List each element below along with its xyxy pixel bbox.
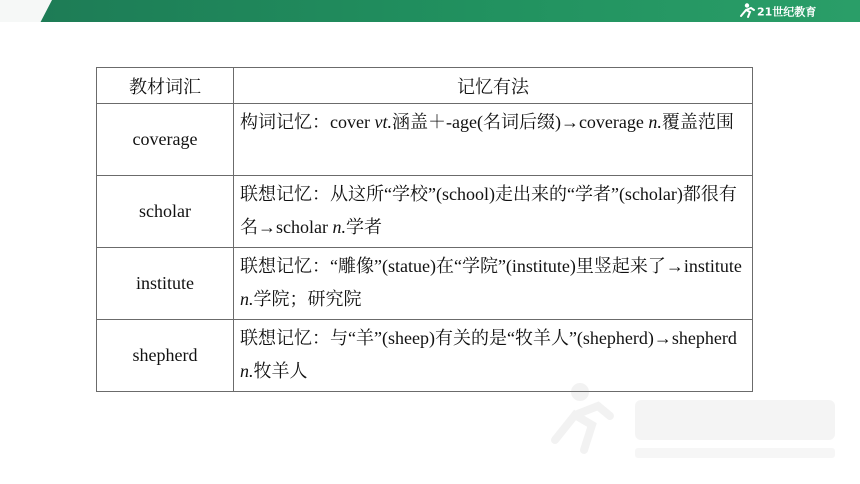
header-method: 记忆有法 [234,68,753,104]
word-cell: coverage [97,104,234,176]
table-header-row [97,68,753,104]
header-word: 教材词汇 [97,68,234,104]
word-cell: scholar [97,176,234,248]
method-cell [234,104,753,176]
definition-text: 学者 [345,217,382,237]
table-row [97,320,753,392]
part-of-speech: n. [332,217,346,237]
vocabulary-table [96,67,753,392]
table-row [97,248,753,320]
method-text: 联想记忆：从这所“学校”(school)走出来的“学者”(scholar)都很有名→scholar [240,184,737,237]
word-cell: shepherd [97,320,234,392]
part-of-speech: n. [648,112,662,132]
method-text: 涵盖＋-age(名词后缀)→coverage [391,112,649,132]
word-cell: institute [97,248,234,320]
part-of-speech: n. [240,361,254,381]
part-of-speech: vt. [374,112,392,132]
method-text: 构词记忆：cover [240,112,375,132]
method-cell [234,176,753,248]
logo-text: 21世纪教育 [757,5,817,19]
runner-logo-icon [738,2,822,20]
method-text: 联想记忆：与“羊”(sheep)有关的是“牧羊人”(shepherd)→shepherd [240,328,737,348]
brand-logo [738,2,822,20]
definition-text: 牧羊人 [253,361,308,381]
definition-text: 学院；研究院 [253,289,362,309]
definition-text: 覆盖范围 [661,112,734,132]
method-cell [234,320,753,392]
table-row [97,176,753,248]
method-text: 联想记忆：“雕像”(statue)在“学院”(institute)里竖起来了→institute [240,256,742,276]
part-of-speech: n. [240,289,254,309]
method-cell [234,248,753,320]
top-banner [0,0,860,22]
table-row [97,104,753,176]
